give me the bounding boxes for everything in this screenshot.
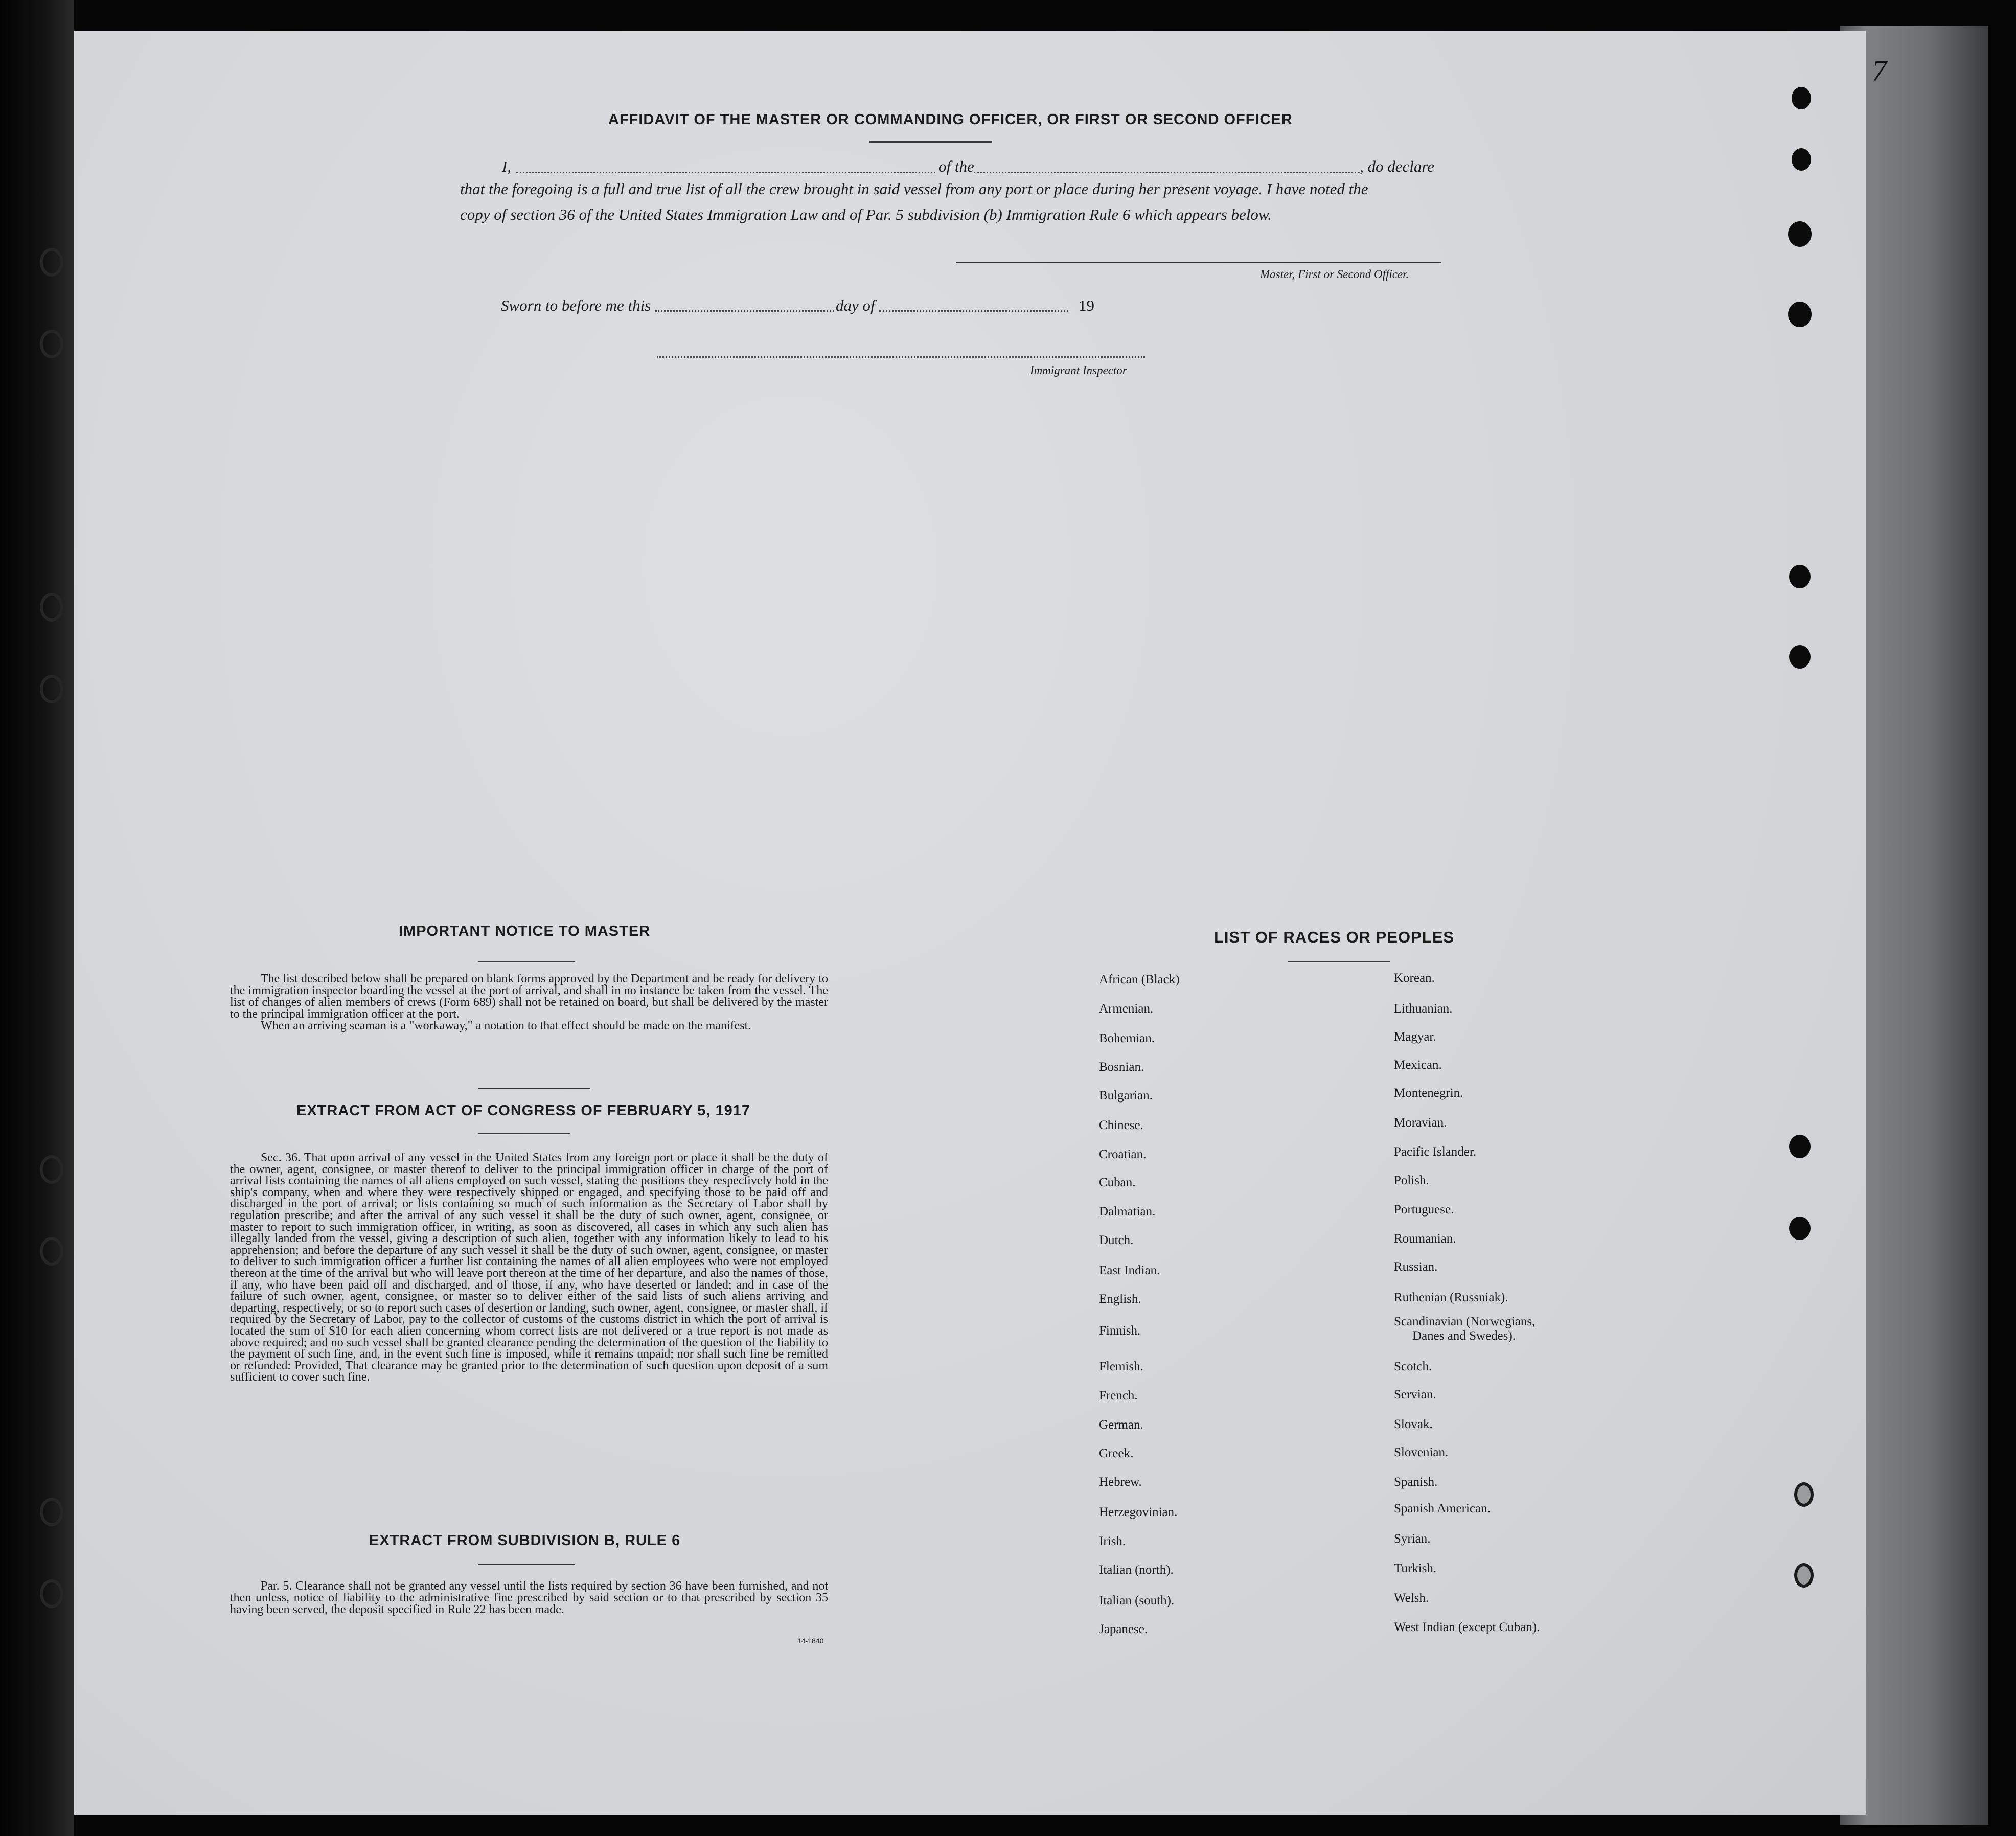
inspector-label: Immigrant Inspector	[1030, 364, 1127, 377]
race-item: Finnish.	[1099, 1324, 1141, 1338]
binder-clip-icon	[40, 248, 63, 277]
race-item: Pacific Islander.	[1394, 1145, 1477, 1159]
section-divider	[478, 1088, 590, 1089]
race-item: East Indian.	[1099, 1264, 1160, 1277]
race-item: West Indian (except Cuban).	[1394, 1620, 1540, 1634]
binder-clip-icon	[40, 675, 63, 703]
signature-line[interactable]	[956, 262, 1441, 263]
name-field-line[interactable]	[516, 172, 935, 173]
race-item: Bulgarian.	[1099, 1089, 1153, 1103]
race-item: Cuban.	[1099, 1176, 1136, 1189]
document-sheet	[74, 31, 1866, 1815]
affidavit-title: AFFIDAVIT OF THE MASTER OR COMMANDING OFFICER, OR FIRST OR SECOND OFFICER	[608, 111, 1293, 128]
race-item: Turkish.	[1394, 1562, 1437, 1575]
race-item: Scotch.	[1394, 1360, 1432, 1373]
race-item: Syrian.	[1394, 1532, 1431, 1546]
race-item: Polish.	[1394, 1174, 1429, 1187]
year-prefix: 19	[1079, 296, 1094, 314]
binder-clip-icon	[40, 1498, 63, 1526]
race-item: Russian.	[1394, 1260, 1438, 1274]
vessel-field-line[interactable]	[974, 172, 1360, 173]
rule-underline	[478, 1564, 575, 1565]
act-extract-body	[230, 1152, 828, 1383]
race-item: French.	[1099, 1389, 1138, 1403]
race-item: Roumanian.	[1394, 1232, 1456, 1246]
race-item: Montenegrin.	[1394, 1086, 1463, 1100]
ring-hole-icon	[1794, 1563, 1814, 1588]
rule-extract-title: EXTRACT FROM SUBDIVISION B, RULE 6	[369, 1532, 681, 1549]
punch-hole-icon	[1789, 645, 1811, 669]
race-item: Ruthenian (Russniak).	[1394, 1291, 1508, 1304]
race-item: German.	[1099, 1418, 1143, 1432]
corner-page-mark: 7	[1872, 54, 1887, 87]
signature-label: Master, First or Second Officer.	[1260, 268, 1409, 281]
race-item: Servian.	[1394, 1388, 1436, 1402]
race-item: Portuguese.	[1394, 1203, 1454, 1217]
race-item: Bosnian.	[1099, 1060, 1144, 1074]
punch-hole-icon	[1792, 87, 1811, 109]
race-item: Hebrew.	[1099, 1475, 1142, 1489]
form-number: 14-1840	[797, 1637, 824, 1645]
race-item: Slovenian.	[1394, 1445, 1449, 1459]
race-item: Welsh.	[1394, 1591, 1429, 1605]
sworn-label: Sworn to before me this	[501, 296, 651, 314]
sworn-day-field[interactable]	[655, 310, 834, 312]
inspector-signature-line[interactable]	[657, 356, 1145, 358]
race-item: Korean.	[1394, 971, 1435, 985]
race-item: Dutch.	[1099, 1233, 1134, 1247]
race-item: Dalmatian.	[1099, 1205, 1156, 1219]
punch-hole-icon	[1788, 302, 1812, 327]
notice-paragraph-1: The list described below shall be prepared on blank forms approved by the Department and be ready for delivery to the immigration inspector boarding the vessel at the port of arrival, and shall in no instance be taken from the vessel. The list of changes of alien members of crews (Form 689) shall not be retained on board, but shall be delivered by the master to the principal immigration officer at the port.	[230, 972, 828, 1021]
race-item: Italian (north).	[1099, 1563, 1174, 1577]
notice-underline	[478, 961, 575, 962]
affidavit-line-2: that the foregoing is a full and true list of all the crew brought in said vessel from any port or place during her present voyage. I have noted the	[460, 180, 1368, 198]
act-underline	[478, 1133, 570, 1134]
notice-paragraph-2: When an arriving seaman is a "workaway," a notation to that effect should be made on the manifest.	[261, 1019, 751, 1032]
race-item: Croatian.	[1099, 1148, 1147, 1161]
day-of-label: day of	[836, 296, 875, 314]
race-item: Italian (south).	[1099, 1594, 1175, 1608]
race-item: English.	[1099, 1292, 1141, 1306]
sworn-month-field[interactable]	[879, 310, 1068, 312]
race-item: Irish.	[1099, 1534, 1126, 1548]
punch-hole-icon	[1792, 148, 1811, 171]
race-item: Greek.	[1099, 1447, 1134, 1460]
race-item: Japanese.	[1099, 1622, 1148, 1636]
race-item: Lithuanian.	[1394, 1002, 1453, 1016]
punch-hole-icon	[1789, 565, 1811, 588]
race-item: Spanish.	[1394, 1475, 1438, 1489]
race-item: Slovak.	[1394, 1417, 1433, 1431]
race-item: Scandinavian (Norwegians,	[1394, 1315, 1536, 1328]
act-extract-title: EXTRACT FROM ACT OF CONGRESS OF FEBRUARY 5, 1917	[296, 1103, 751, 1119]
race-item: Chinese.	[1099, 1118, 1143, 1132]
binder-clip-icon	[40, 1155, 63, 1184]
notice-title: IMPORTANT NOTICE TO MASTER	[399, 923, 651, 939]
punch-hole-icon	[1789, 1217, 1811, 1240]
race-item: Flemish.	[1099, 1360, 1143, 1373]
race-item: Bohemian.	[1099, 1031, 1155, 1045]
punch-hole-icon	[1789, 1135, 1811, 1158]
section-36-text: Sec. 36. That upon arrival of any vessel in the United States from any foreign port or place it shall be the duty of the owner, agent, consignee, or master thereof to deliver to the principal immigration officer in charge of the port of arrival lists containing the names of all aliens employed on such vessel, stating the positions they respectively hold in the ship's company, when and where they were respectively shipped or engaged, and specifying those to be paid off and discharged in the port of arrival; or lists containing so much of such information as the Secretary of Labor shall by regulation prescribe; and after the arrival of any such vessel it shall be the duty of such owner, agent, consignee, or master to report to such immigration officer, in writing, as soon as discovered, all cases in which any such alien has illegally landed from the vessel, giving a description of such alien, together with any information likely to lead to his apprehension; and before the departure of any such vessel it shall be the duty of such owner, agent, consignee, or master to deliver to such immigration officer a further list containing the names of all alien employees who were not employed thereon at the time of the arrival but who will leave port thereon at the time of her departure, and also the names of those, if any, who have been paid off and discharged, and of those, if any, who have deserted or landed; and in case of the failure of such owner, agent, consignee, or master so to deliver either of the said lists of such aliens arriving and departing, respectively, or so to report such cases of desertion or landing, such owner, agent, consignee, or master shall, if required by the Secretary of Labor, pay to the collector of customs of the customs district in which the port of arrival is located the sum of $10 for each alien concerning whom correct lists are not delivered or a true report is not made as above required; and no such vessel shall be granted clearance pending the determination of the question of the liability to the payment of such fine, and, in the event such fine is imposed, while it remains unpaid; nor shall such fine be remitted or refunded: Provided, That clearance may be granted prior to the determination of such question upon deposit of a sum sufficient to cover such fine.	[230, 1151, 828, 1384]
race-item: African (Black)	[1099, 973, 1180, 986]
race-item: Moravian.	[1394, 1116, 1447, 1130]
race-item: Magyar.	[1394, 1030, 1436, 1044]
punch-hole-icon	[1788, 221, 1812, 247]
race-item: Herzegovinian.	[1099, 1505, 1178, 1519]
race-item: Spanish American.	[1394, 1502, 1491, 1516]
title-underline	[869, 141, 992, 143]
ring-hole-icon	[1794, 1482, 1814, 1507]
race-item: Armenian.	[1099, 1002, 1154, 1016]
binder-clip-icon	[40, 593, 63, 622]
binder-clip-icon	[40, 330, 63, 358]
affidavit-of-the-label: of the	[938, 157, 974, 175]
race-item: Mexican.	[1394, 1058, 1442, 1072]
scanner-left-edge	[0, 0, 74, 1836]
affidavit-declare-label: , do declare	[1360, 157, 1435, 175]
race-item: Danes and Swedes).	[1412, 1329, 1516, 1343]
binder-clip-icon	[40, 1579, 63, 1608]
races-title: LIST OF RACES OR PEOPLES	[1214, 928, 1455, 946]
affidavit-line-3: copy of section 36 of the United States Immigration Law and of Par. 5 subdivision (b) Immigration Rule 6 which appears below.	[460, 205, 1272, 223]
binder-clip-icon	[40, 1237, 63, 1266]
rule-extract-body	[230, 1580, 828, 1616]
par-5-text: Par. 5. Clearance shall not be granted any vessel until the lists required by section 36 have been furnished, and not then unless, notice of liability to the administrative fine prescribed by said section or to that prescribed by section 35 having been served, the deposit specified in Rule 22 has been made.	[230, 1579, 828, 1616]
notice-body	[230, 973, 828, 1032]
affidavit-i-label: I,	[502, 157, 512, 175]
races-underline	[1288, 961, 1390, 962]
